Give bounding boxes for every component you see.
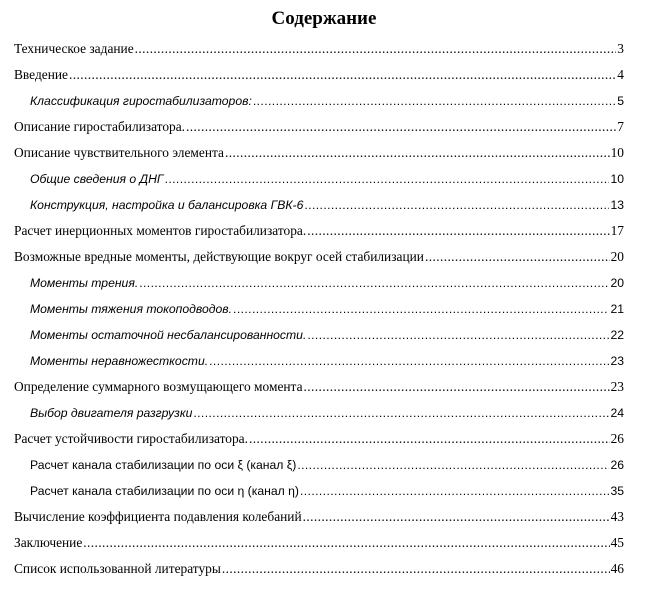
toc-entry[interactable] bbox=[14, 222, 624, 240]
toc-entry-title: Описание гиростабилизатора. bbox=[14, 119, 186, 134]
toc-page-number: 26 bbox=[610, 458, 624, 472]
toc-page-number: 20 bbox=[610, 249, 624, 264]
toc-page-number: 23 bbox=[610, 354, 624, 368]
toc-page-number: 17 bbox=[610, 223, 624, 238]
toc-page-number: 45 bbox=[610, 535, 624, 550]
toc-entry[interactable] bbox=[14, 118, 624, 136]
toc-entry-title: Конструкция, настройка и балансировка ГВК-6 bbox=[30, 198, 304, 212]
dot-leader bbox=[193, 404, 609, 422]
toc-entry-title: Моменты неравножесткости. bbox=[30, 354, 209, 368]
toc-page-number: 10 bbox=[610, 145, 624, 160]
toc-entry[interactable] bbox=[30, 196, 624, 214]
toc-entry-title: Возможные вредные моменты, действующие вокруг осей стабилизации bbox=[14, 249, 424, 264]
dot-leader bbox=[304, 196, 609, 214]
page-title: Содержание bbox=[271, 8, 377, 29]
toc-page-number: 26 bbox=[610, 431, 624, 446]
dot-leader bbox=[304, 378, 610, 396]
dot-leader bbox=[307, 326, 609, 344]
toc-page-number: 21 bbox=[610, 302, 624, 316]
toc-entry-title: Введение bbox=[14, 67, 68, 82]
toc-page-number: 43 bbox=[610, 509, 624, 524]
toc-entry[interactable] bbox=[30, 352, 624, 370]
dot-leader bbox=[186, 118, 616, 136]
toc-entry[interactable] bbox=[30, 404, 624, 422]
toc-entry[interactable] bbox=[30, 326, 624, 344]
dot-leader bbox=[253, 92, 616, 110]
toc-entry-title: Техническое задание bbox=[14, 41, 134, 56]
toc-entry[interactable] bbox=[14, 430, 624, 448]
toc-entry-title: Классификация гиростабилизаторов: bbox=[30, 94, 252, 108]
dot-leader bbox=[307, 222, 609, 240]
toc-page-number: 35 bbox=[610, 484, 624, 498]
toc-entry-title: Определение суммарного возмущающего момента bbox=[14, 379, 303, 394]
toc-page-number: 46 bbox=[610, 561, 624, 576]
toc-entry[interactable] bbox=[14, 534, 624, 552]
toc-entry-title: Общие сведения о ДНГ bbox=[30, 172, 164, 186]
toc-entry-title: Выбор двигателя разгрузки bbox=[30, 406, 193, 420]
toc-entry-title: Моменты остаточной несбалансированности. bbox=[30, 328, 307, 342]
toc-entry[interactable] bbox=[14, 248, 624, 266]
toc-entry[interactable] bbox=[14, 378, 624, 396]
dot-leader bbox=[249, 430, 610, 448]
toc-entry[interactable] bbox=[30, 482, 624, 500]
toc-entry-title: Расчет устойчивости гиростабилизатора. bbox=[14, 431, 248, 446]
toc-entry[interactable] bbox=[30, 456, 624, 474]
dot-leader bbox=[303, 508, 610, 526]
toc-entry-title: Расчет канала стабилизации по оси η (канал η) bbox=[30, 484, 299, 498]
dot-leader bbox=[225, 144, 610, 162]
toc-entry-title: Вычисление коэффициента подавления колебаний bbox=[14, 509, 302, 524]
dot-leader bbox=[139, 274, 609, 292]
toc-entry[interactable] bbox=[14, 508, 624, 526]
toc-page-number: 24 bbox=[610, 406, 624, 420]
toc-entry[interactable] bbox=[14, 66, 624, 84]
toc-page-number: 23 bbox=[610, 379, 624, 394]
toc-entry-title: Описание чувствительного элемента bbox=[14, 145, 224, 160]
toc-page-number: 7 bbox=[617, 119, 624, 134]
toc-page-number: 20 bbox=[610, 276, 624, 290]
toc-entry[interactable] bbox=[30, 300, 624, 318]
dot-leader bbox=[425, 248, 610, 266]
toc-entry[interactable] bbox=[30, 274, 624, 292]
toc-entry-title: Список использованной литературы bbox=[14, 561, 221, 576]
toc-entry-title: Моменты тяжения токоподводов. bbox=[30, 302, 233, 316]
toc-page-number: 10 bbox=[610, 172, 624, 186]
dot-leader bbox=[69, 66, 616, 84]
dot-leader bbox=[165, 170, 610, 188]
toc-entry[interactable] bbox=[30, 170, 624, 188]
dot-leader bbox=[135, 40, 617, 58]
toc-entry[interactable] bbox=[14, 144, 624, 162]
dot-leader bbox=[297, 456, 609, 474]
dot-leader bbox=[209, 352, 609, 370]
toc-page-number: 22 bbox=[610, 328, 624, 342]
toc-entry-title: Расчет канала стабилизации по оси ξ (канал ξ) bbox=[30, 458, 297, 472]
toc-entry-title: Расчет инерционных моментов гиростабилизатора. bbox=[14, 223, 307, 238]
toc-entry[interactable] bbox=[14, 560, 624, 578]
toc-page-number: 5 bbox=[617, 94, 624, 108]
toc-page-number: 3 bbox=[617, 41, 624, 56]
dot-leader bbox=[300, 482, 609, 500]
toc-entry-title: Моменты трения. bbox=[30, 276, 139, 290]
dot-leader bbox=[83, 534, 609, 552]
toc-page-number: 13 bbox=[610, 198, 624, 212]
dot-leader bbox=[222, 560, 610, 578]
dot-leader bbox=[233, 300, 609, 318]
toc-entry[interactable] bbox=[14, 40, 624, 58]
toc-entry-title: Заключение bbox=[14, 535, 83, 550]
toc-entry[interactable] bbox=[30, 92, 624, 110]
toc-page-number: 4 bbox=[617, 67, 624, 82]
